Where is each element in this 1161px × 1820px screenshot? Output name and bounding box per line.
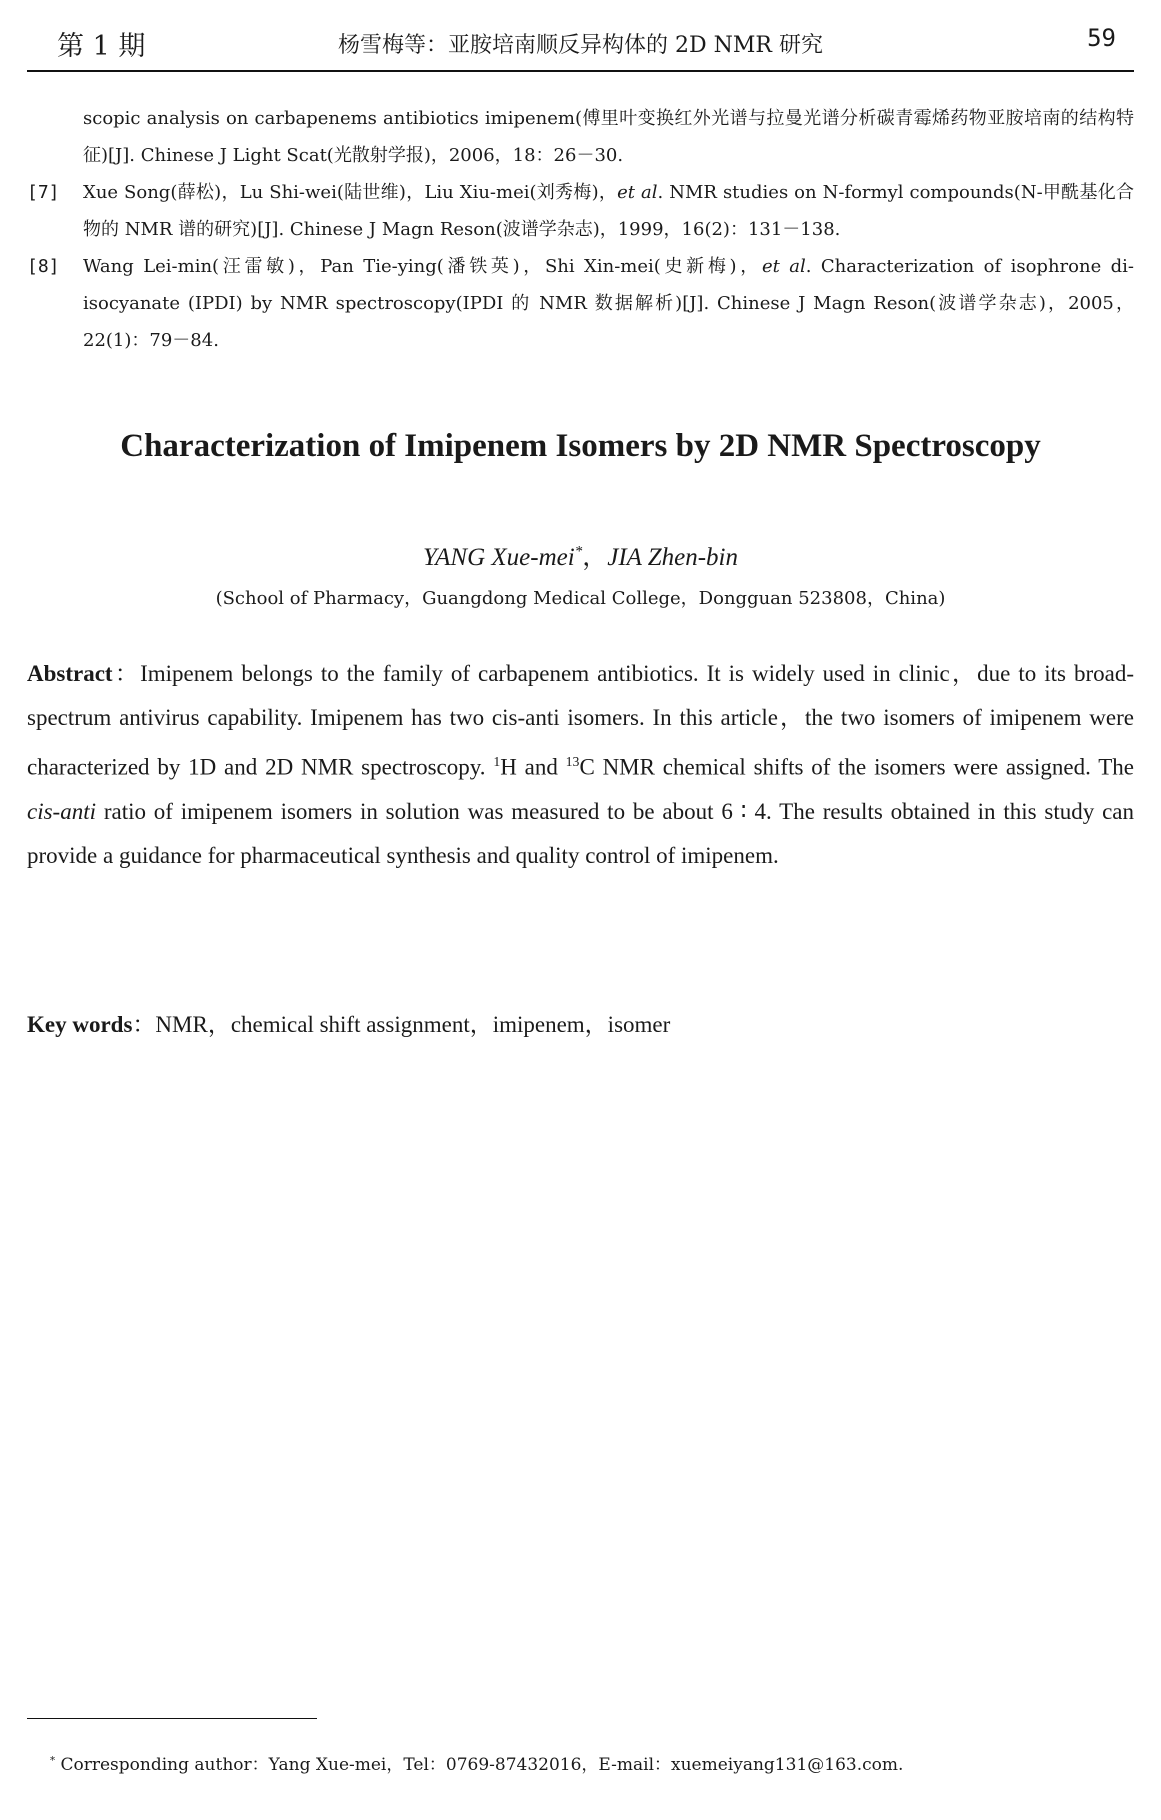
- abstract-text: ratio of imipenem isomers in solution was measured to be about 6 ∶ 4. The results obtained in this study can provide a guidance for pharmaceutical synthesis and quality control of imipenem.: [27, 798, 1135, 868]
- reference-text: Xue Song(薛松)，Lu Shi-wei(陆世维)，Liu Xiu-mei(刘秀梅)，: [83, 182, 618, 203]
- footnote: [50, 1750, 1134, 1775]
- reference-number: [7]: [27, 182, 60, 203]
- label-separator: ：: [112, 661, 141, 686]
- reference-number: [8]: [27, 256, 60, 277]
- abstract-label: Abstract: [27, 661, 113, 686]
- reference-8: [27, 248, 1134, 359]
- reference-6-continuation: [27, 100, 1134, 174]
- reference-7: [27, 174, 1134, 248]
- reference-list: [27, 100, 1134, 359]
- et-al: et al: [617, 182, 658, 203]
- affiliation: (School of Pharmacy，Guangdong Medical College，Dongguan 523808，China): [215, 588, 946, 609]
- page-number: 59: [1087, 24, 1116, 52]
- superscript: 13: [565, 754, 580, 769]
- author-separator: ，: [582, 544, 608, 571]
- running-title: 杨雪梅等：亚胺培南顺反异构体的 2D NMR 研究: [338, 33, 823, 58]
- abstract-text: Imipenem belongs to the family of carbapenem antibiotics. It is widely used in clinic，due to its broad-spectrum antivirus capability. Imipenem has two cis-anti isomers. In this article，the two isomers of imipenem were characterized by 1D and 2D NMR spectroscopy.: [27, 661, 1135, 780]
- author-line: [27, 537, 1134, 573]
- italic-term: cis-anti: [27, 798, 96, 824]
- reference-text: . NMR studies on N-formyl compounds(N-甲酰基化合物的 NMR 谱的研究)[J]. Chinese J Magn Reson(波谱学杂志)，1999，16(2)：131－138.: [83, 182, 1134, 240]
- keywords-label: Key words: [27, 1012, 133, 1037]
- label-separator: ：: [132, 1012, 156, 1037]
- abstract-text: H and: [500, 754, 558, 780]
- issue-label: 第 1 期: [57, 31, 146, 62]
- reference-text: . Characterization of isophrone di-isocyanate (IPDI) by NMR spectroscopy(IPDI 的 NMR 数据解析)[J]. Chinese J Magn Reson(波谱学杂志)，2005，22(1)：79－84.: [83, 256, 1134, 351]
- keywords-text: NMR，chemical shift assignment，imipenem，isomer: [155, 1012, 671, 1037]
- footnote-rule: [27, 1718, 317, 1719]
- footnote-mark: *: [50, 1755, 56, 1767]
- author-name: JIA Zhen-bin: [607, 544, 738, 571]
- keywords: [27, 1003, 1134, 1047]
- footnote-text: Corresponding author：Yang Xue-mei，Tel：0769-87432016，E-mail：xuemeiyang131@163.com.: [60, 1755, 904, 1775]
- author-name: YANG Xue-mei: [423, 544, 575, 571]
- superscript: 1: [493, 754, 501, 769]
- et-al: et al: [761, 256, 806, 277]
- reference-text: Wang Lei-min(汪雷敏)，Pan Tie-ying(潘铁英)，Shi Xin-mei(史新梅)，: [83, 256, 762, 277]
- abstract: [27, 652, 1134, 878]
- article-title: Characterization of Imipenem Isomers by 2D NMR Spectroscopy: [120, 428, 1041, 464]
- reference-text: scopic analysis on carbapenems antibiotics imipenem(傅里叶变换红外光谱与拉曼光谱分析碳青霉烯药物亚胺培南的结构特征)[J]. Chinese J Light Scat(光散射学报)，2006，18：26－30.: [83, 108, 1134, 166]
- corresponding-mark: *: [574, 543, 583, 560]
- abstract-text: C NMR chemical shifts of the isomers were assigned. The: [579, 754, 1134, 780]
- header-rule: [27, 70, 1134, 72]
- running-header: [27, 18, 1134, 70]
